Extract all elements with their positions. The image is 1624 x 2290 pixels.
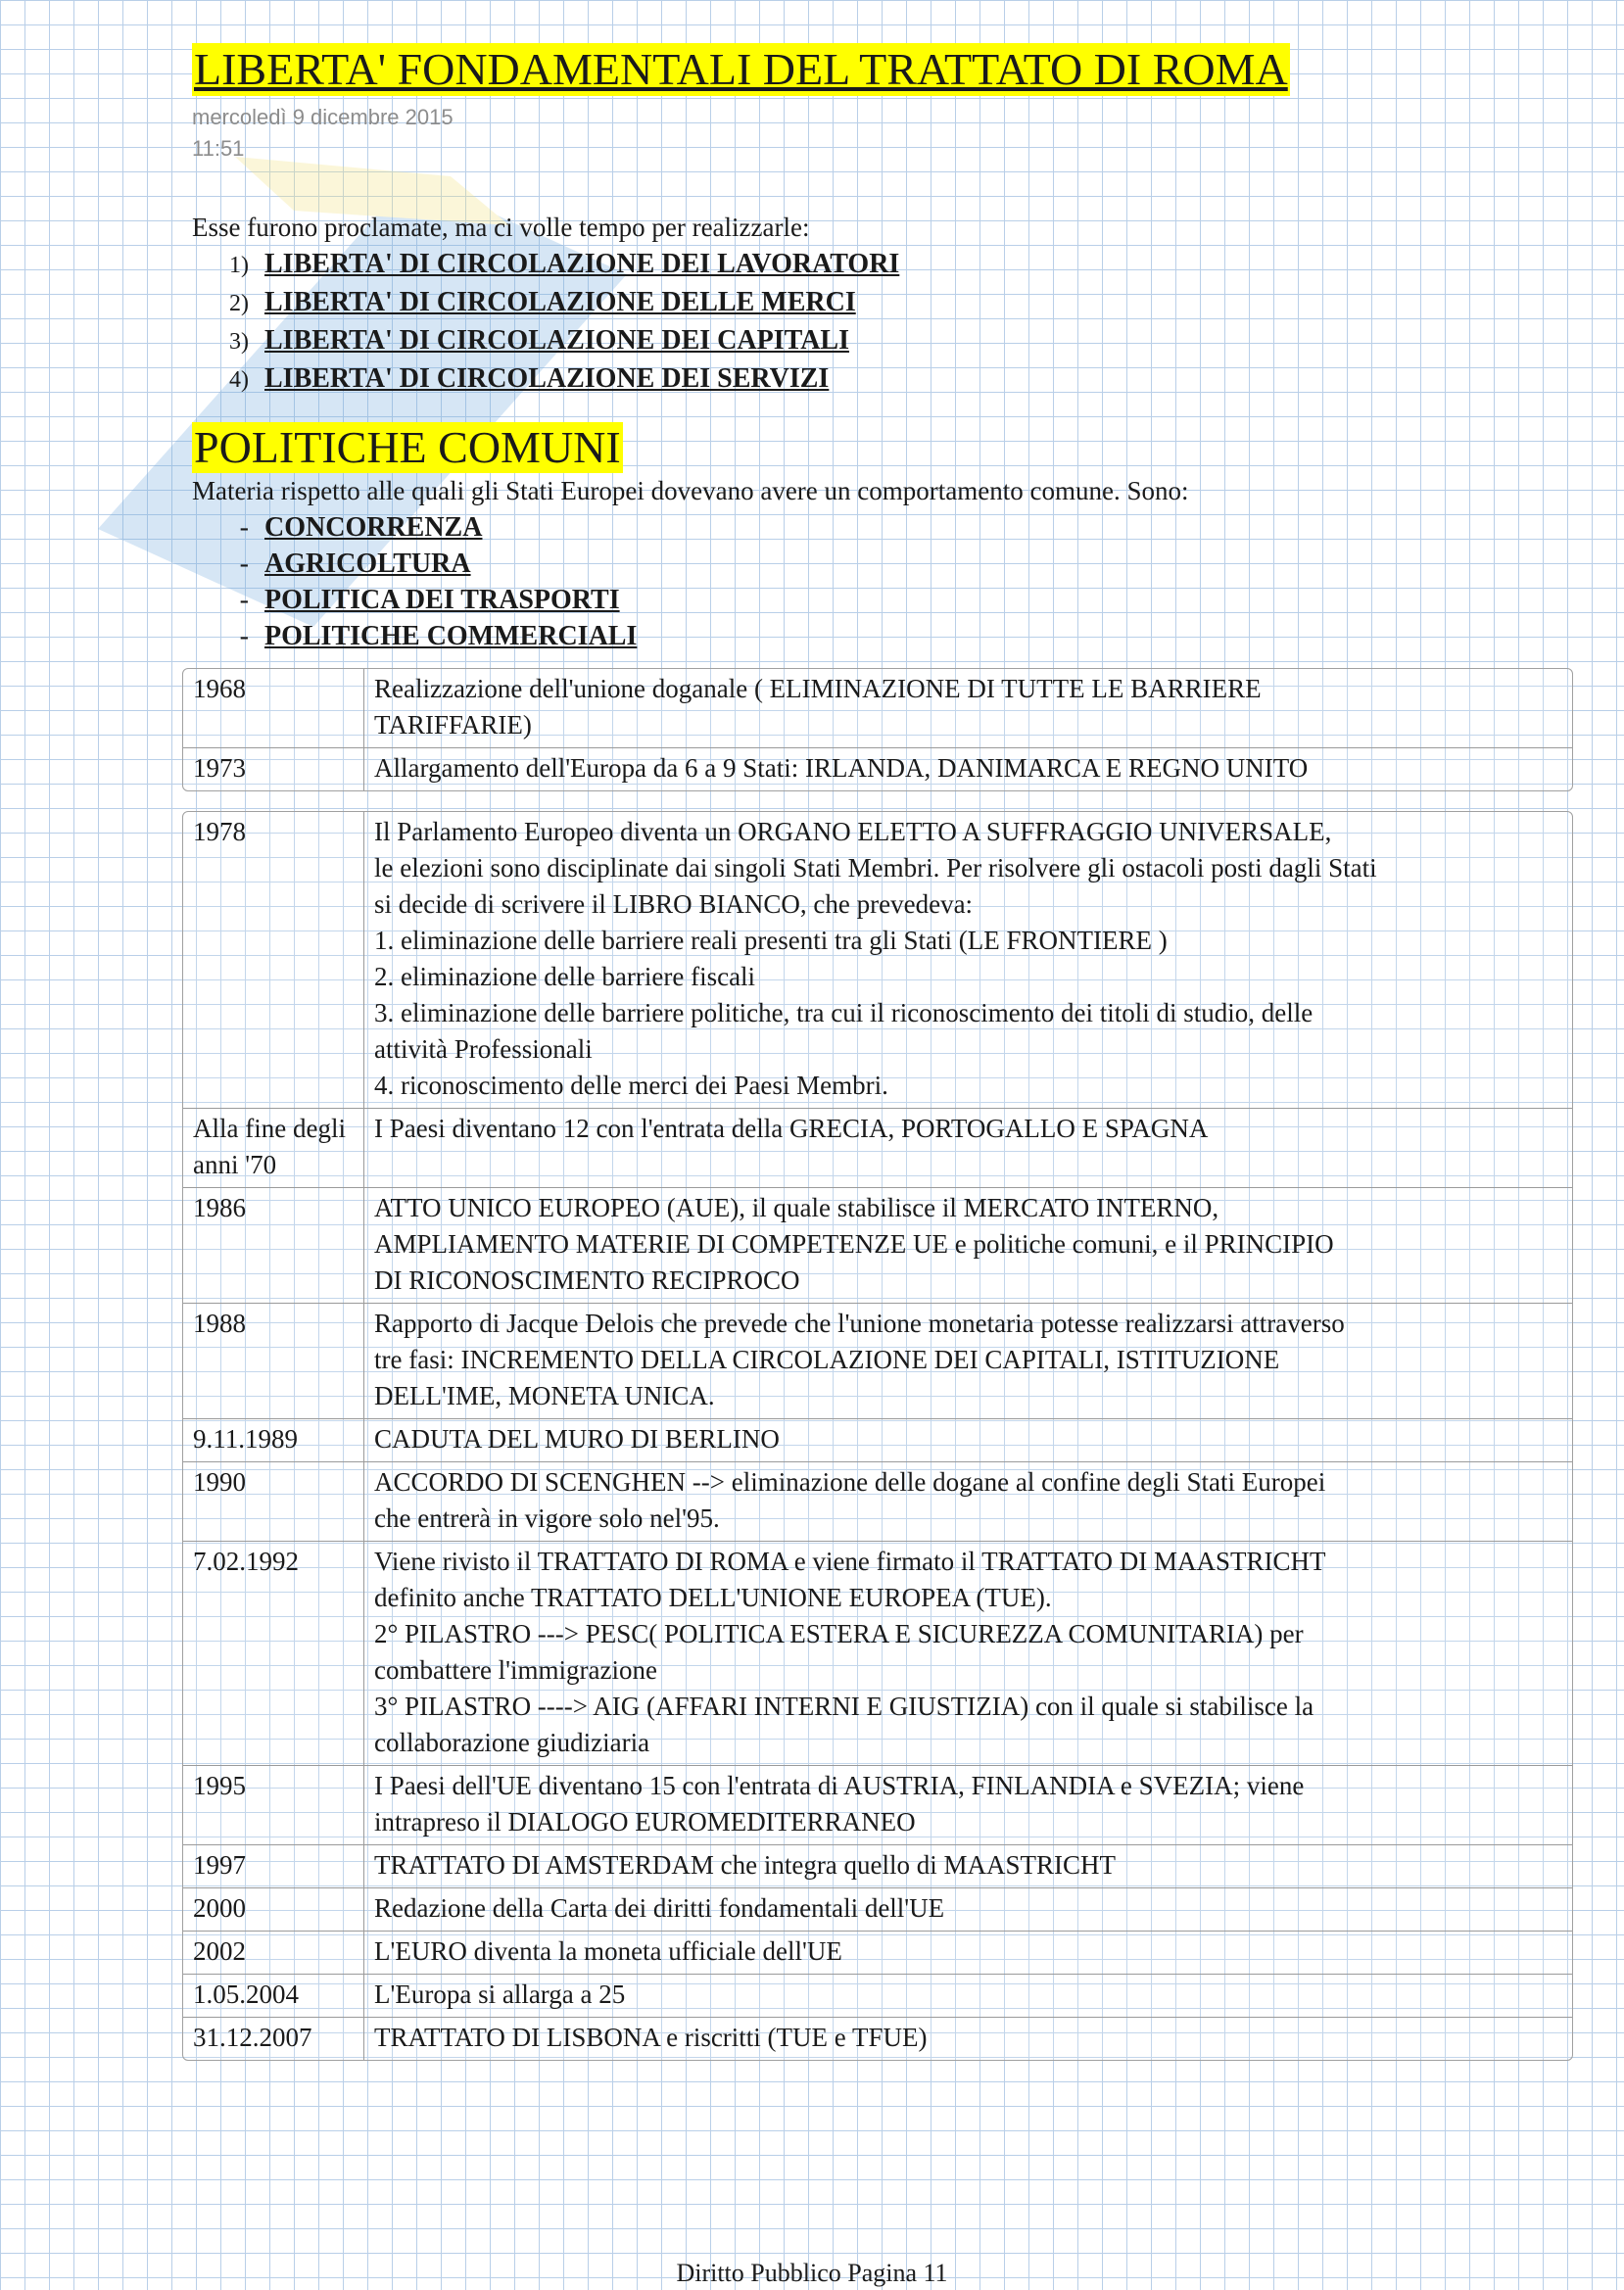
freedom-number: 4) [229,367,249,393]
event-description [364,1109,1573,1188]
page-footer: Diritto Pubblico Pagina 11 [676,2259,948,2287]
table-row [183,1888,1572,1932]
note-meta [192,102,1573,165]
event-date: 1988 [183,1304,364,1419]
event-text-line: intrapreso il DIALOGO EUROMEDITERRANEO [374,1807,916,1837]
note-time: 11:51 [192,136,245,161]
event-text-line: TRATTATO DI AMSTERDAM che integra quello di MAASTRICHT [374,1850,1117,1880]
event-description [364,1304,1573,1419]
table-row [183,1419,1572,1462]
event-text-line: le elezioni sono disciplinate dai singoli Stati Membri. Per risolvere gli ostacoli posti dagli Stati [374,853,1377,883]
freedom-label: LIBERTA' DI CIRCOLAZIONE DEI LAVORATORI [264,249,900,279]
event-description [364,748,1573,791]
freedom-label: LIBERTA' DI CIRCOLAZIONE DEI CAPITALI [264,325,849,356]
event-text-line: DELL'IME, MONETA UNICA. [374,1381,715,1410]
table-row [183,1188,1572,1304]
table-row [183,1109,1572,1188]
event-description [364,1975,1573,2018]
event-text-line: combattere l'immigrazione [374,1655,657,1685]
event-text-line: I Paesi diventano 12 con l'entrata della GRECIA, PORTOGALLO E SPAGNA [374,1114,1209,1143]
event-description [364,812,1573,1109]
policy-bullet: - [239,585,249,615]
event-date: 7.02.1992 [183,1542,364,1766]
event-description [364,669,1573,748]
event-description [364,1888,1573,1932]
freedom-item [192,284,1573,322]
policy-label: AGRICOLTURA [264,549,471,579]
event-text-line: 4. riconoscimento delle merci dei Paesi Membri. [374,1071,888,1100]
table-row [183,2018,1572,2061]
event-date: 1.05.2004 [183,1975,364,2018]
event-date: 1968 [183,669,364,748]
event-text-line: collaborazione giudiziaria [374,1728,650,1757]
freedom-label: LIBERTA' DI CIRCOLAZIONE DEI SERVIZI [264,363,830,394]
event-description [364,1542,1573,1766]
event-date: 2000 [183,1888,364,1932]
freedom-item [192,322,1573,360]
freedoms-list [192,246,1573,399]
event-text-line: L'Europa si allarga a 25 [374,1980,626,2009]
event-description [364,1845,1573,1888]
event-date: 1995 [183,1766,364,1845]
event-date: Alla fine degli anni '70 [183,1109,364,1188]
event-text-line: 1. eliminazione delle barriere reali presenti tra gli Stati (LE FRONTIERE ) [374,926,1168,955]
event-description [364,1932,1573,1975]
timeline-table-1 [182,668,1573,791]
table-row [183,1766,1572,1845]
event-text-line: L'EURO diventa la moneta ufficiale dell'UE [374,1936,842,1966]
event-date: 2002 [183,1932,364,1975]
event-text-line: definito anche TRATTATO DELL'UNIONE EUROPEA (TUE). [374,1583,1052,1612]
event-text-line: 2° PILASTRO ---> PESC( POLITICA ESTERA E SICUREZZA COMUNITARIA) per [374,1619,1304,1648]
policy-item [192,618,1573,654]
event-text-line: AMPLIAMENTO MATERIE DI COMPETENZE UE e politiche comuni, e il PRINCIPIO [374,1229,1334,1259]
event-description [364,1188,1573,1304]
event-text-line: Realizzazione dell'unione doganale ( ELIMINAZIONE DI TUTTE LE BARRIERE [374,674,1262,703]
table-row [183,1542,1572,1766]
table-row [183,748,1572,791]
policy-bullet: - [239,549,249,579]
event-text-line: 3. eliminazione delle barriere politiche, tra cui il riconoscimento dei titoli di studio, delle [374,998,1314,1027]
event-text-line: TARIFFARIE) [374,710,532,739]
policy-item [192,582,1573,618]
section-description: Materia rispetto alle quali gli Stati Europei dovevano avere un comportamento comune. Sono: [192,476,1189,505]
table-row [183,1975,1572,2018]
policy-label: POLITICHE COMMERCIALI [264,621,638,651]
table-row [183,1845,1572,1888]
event-description [364,1419,1573,1462]
event-text-line: Allargamento dell'Europa da 6 a 9 Stati: IRLANDA, DANIMARCA E REGNO UNITO [374,753,1309,783]
event-date: 1986 [183,1188,364,1304]
freedom-item [192,360,1573,399]
policy-item [192,546,1573,582]
intro-text: Esse furono proclamate, ma ci volle tempo per realizzarle: [192,213,810,242]
page-title: LIBERTA' FONDAMENTALI DEL TRATTATO DI ROMA [194,44,1288,94]
policy-label: CONCORRENZA [264,512,483,543]
table-row [183,812,1572,1109]
event-text-line: ATTO UNICO EUROPEO (AUE), il quale stabilisce il MERCATO INTERNO, [374,1193,1219,1222]
policy-item [192,509,1573,546]
section-title: POLITICHE COMUNI [194,422,621,472]
event-date: 1997 [183,1845,364,1888]
table-row [183,1932,1572,1975]
event-text-line: TRATTATO DI LISBONA e riscritti (TUE e TFUE) [374,2023,928,2052]
event-text-line: I Paesi dell'UE diventano 15 con l'entrata di AUSTRIA, FINLANDIA e SVEZIA; viene [374,1771,1305,1800]
event-text-line: Rapporto di Jacque Delois che prevede che l'unione monetaria potesse realizzarsi attraverso [374,1309,1345,1338]
event-description [364,1462,1573,1542]
event-date: 1990 [183,1462,364,1542]
event-text-line: Il Parlamento Europeo diventa un ORGANO ELETTO A SUFFRAGGIO UNIVERSALE, [374,817,1332,846]
timeline-table-2 [182,811,1573,2061]
event-text-line: che entrerà in vigore solo nel'95. [374,1503,720,1533]
event-text-line: CADUTA DEL MURO DI BERLINO [374,1424,780,1454]
policy-bullet: - [239,512,249,543]
event-text-line: attività Professionali [374,1034,593,1064]
note-date: mercoledì 9 dicembre 2015 [192,105,454,129]
policy-bullet: - [239,621,249,651]
event-date: 1978 [183,812,364,1109]
event-description [364,1766,1573,1845]
freedom-label: LIBERTA' DI CIRCOLAZIONE DELLE MERCI [264,287,856,317]
freedom-number: 3) [229,329,249,355]
event-date: 31.12.2007 [183,2018,364,2061]
event-text-line: tre fasi: INCREMENTO DELLA CIRCOLAZIONE DEI CAPITALI, ISTITUZIONE [374,1345,1280,1374]
event-text-line: si decide di scrivere il LIBRO BIANCO, che prevedeva: [374,889,974,919]
event-text-line: 3° PILASTRO ----> AIG (AFFARI INTERNI E GIUSTIZIA) con il quale si stabilisce la [374,1692,1314,1721]
freedom-number: 2) [229,291,249,316]
event-date: 9.11.1989 [183,1419,364,1462]
event-text-line: ACCORDO DI SCENGHEN --> eliminazione delle dogane al confine degli Stati Europei [374,1467,1326,1497]
freedom-number: 1) [229,253,249,278]
event-text-line: DI RICONOSCIMENTO RECIPROCO [374,1265,800,1295]
event-description [364,2018,1573,2061]
event-text-line: Redazione della Carta dei diritti fondamentali dell'UE [374,1893,945,1923]
page-content [192,43,1573,654]
freedom-item [192,246,1573,284]
event-text-line: Viene rivisto il TRATTATO DI ROMA e viene firmato il TRATTATO DI MAASTRICHT [374,1547,1326,1576]
event-date: 1973 [183,748,364,791]
table-row [183,1304,1572,1419]
event-text-line: 2. eliminazione delle barriere fiscali [374,962,756,991]
table-row [183,1462,1572,1542]
table-row [183,669,1572,748]
policy-label: POLITICA DEI TRASPORTI [264,585,620,615]
policies-list [192,509,1573,654]
